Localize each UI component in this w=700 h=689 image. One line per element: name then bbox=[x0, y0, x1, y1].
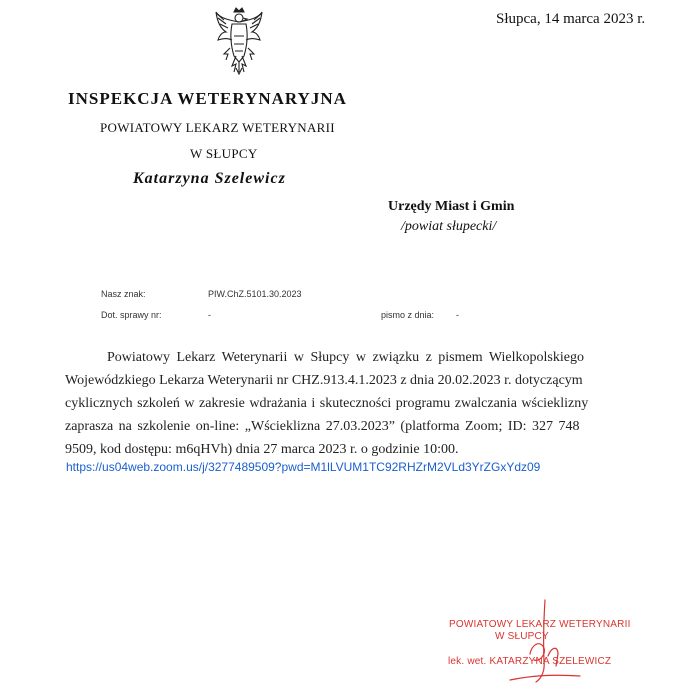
stamp-office-title: POWIATOWY LEKARZ WETERYNARII bbox=[449, 619, 631, 630]
case-number-value: - bbox=[208, 310, 211, 320]
recipient-line1: Urzędy Miast i Gmin bbox=[388, 199, 515, 214]
body-line: Powiatowy Lekarz Weterynarii w Słupcy w związku z pismem Wielkopolskiego bbox=[107, 350, 584, 365]
body-line: Wojewódzkiego Lekarza Weterynarii nr CHZ.913.4.1.2023 z dnia 20.02.2023 r. dotyczącym bbox=[65, 373, 583, 388]
our-ref-label: Nasz znak: bbox=[101, 289, 146, 299]
recipient-line2: /powiat słupecki/ bbox=[401, 219, 497, 234]
stamp-officer-name: lek. wet. KATARZYNA SZELEWICZ bbox=[448, 656, 612, 667]
body-line: cyklicznych szkoleń w zakresie wdrażania i skuteczności programu zwalczania wścieklizny bbox=[65, 396, 589, 411]
polish-eagle-emblem-icon bbox=[214, 6, 264, 76]
organization-name: INSPEKCJA WETERYNARYJNA bbox=[68, 89, 347, 108]
officer-name: Katarzyna Szelewicz bbox=[133, 170, 286, 187]
case-number-label: Dot. sprawy nr: bbox=[101, 310, 162, 320]
zoom-meeting-link[interactable]: https://us04web.zoom.us/j/3277489509?pwd=M1lLVUM1TC92RHZrM2VLd3YrZGxYdz09 bbox=[66, 460, 541, 474]
letter-body bbox=[65, 346, 635, 461]
office-location: W SŁUPCY bbox=[190, 146, 258, 161]
letter-date-value: - bbox=[456, 310, 459, 320]
our-ref-value: PIW.ChZ.5101.30.2023 bbox=[208, 289, 302, 299]
body-line: zaprasza na szkolenie on-line: „Wścieklizna 27.03.2023” (platforma Zoom; ID: 327 748 bbox=[65, 419, 580, 434]
office-title: POWIATOWY LEKARZ WETERYNARII bbox=[100, 120, 335, 135]
body-line: 9509, kod dostępu: m6qHVh) dnia 27 marca 2023 r. o godzinie 10:00. bbox=[65, 442, 459, 457]
stamp-office-location: W SŁUPCY bbox=[495, 631, 549, 642]
document-date: Słupca, 14 marca 2023 r. bbox=[496, 11, 646, 27]
letter-date-label: pismo z dnia: bbox=[381, 310, 435, 320]
